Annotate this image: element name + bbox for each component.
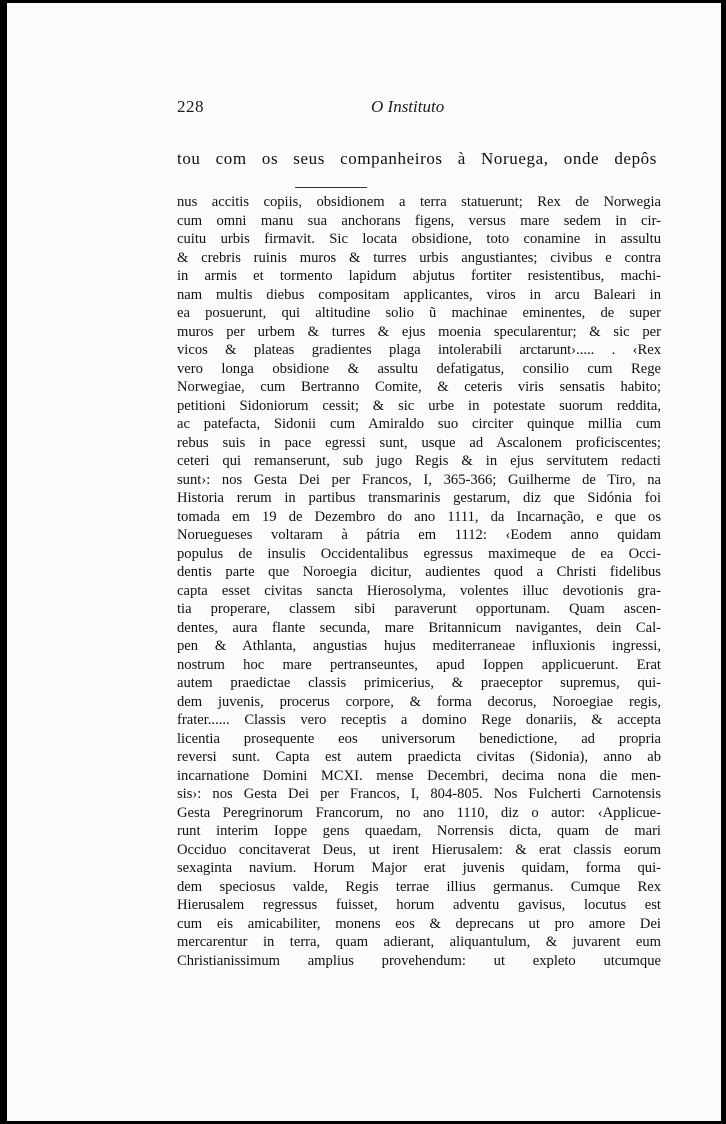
page-header (177, 97, 657, 121)
footnote-line: & crebris ruinis muros & turres urbis angustiantes; civibus e contra (177, 249, 661, 266)
footnote-line: tomada em 19 de Dezembro do ano 1111, da Incarnação, e que os (177, 508, 661, 525)
footnote (177, 193, 661, 970)
footnote-line: Norwegiae, cum Bertranno Comite, & ceteris viris sensatis habito; (177, 379, 661, 395)
footnote-line: ceteri qui remanserunt, sub jugo Regis & in ejus servitutem redacti (177, 453, 661, 469)
footnote-line: cum omni manu sua anchorans figens, versus mare sedem in cir- (177, 212, 661, 229)
footnote-separator (295, 187, 367, 188)
footnote-line: mercarentur in terra, quam adierant, aliquantulum, & juvarent eum (177, 934, 661, 950)
footnote-line: licentia prosequente eos universorum benedictione, ad propria (177, 730, 661, 747)
page-number: 228 (177, 97, 204, 116)
footnote-line: nus accitis copiis, obsidionem a terra statuerunt; Rex de Norwegia (177, 194, 661, 210)
footnote-line: Christianissimum amplius provehendum: ut expleto utcumque (177, 952, 661, 969)
running-title: O Instituto (371, 97, 445, 116)
footnote-line: capta esset civitas sancta Hierosolyma, volentes illuc devotionis gra- (177, 582, 661, 599)
footnote-line: dem speciosus valde, Regis terrae illius germanus. Cumque Rex (177, 878, 661, 895)
footnote-line: Occiduo concitaverat Deus, ut irent Hierusalem: & erat classis eorum (177, 841, 661, 858)
footnote-line: vicos & plateas gradientes plaga intolerabili arctarunt›..... . ‹Rex (177, 342, 661, 358)
footnote-line: pen & Athlanta, angustias hujus mediterraneae influxionis ingressi, (177, 638, 661, 654)
footnote-line: ac patefacta, Sidonii cum Amiraldo suo circiter quinque millia cum (177, 416, 661, 432)
footnote-line: Gesta Peregrinorum Francorum, no ano 1110, diz o autor: ‹Applicue- (177, 804, 661, 821)
footnote-line: populus de insulis Occidentalibus egressus maximeque de ea Occi- (177, 545, 661, 562)
footnote-line: cuitu urbis firmavit. Sic locata obsidione, toto conamine in assultu (177, 231, 661, 247)
footnote-line: vero longa obsidione & assultu defatigatus, consilio cum Rege (177, 360, 661, 377)
footnote-line: dentes, aura flante secunda, mare Britannicum navigantes, dein Cal- (177, 619, 661, 636)
footnote-line: sunt›: nos Gesta Dei per Francos, I, 365-366; Guilherme de Tiro, na (177, 471, 661, 488)
footnote-line: sexaginta navium. Horum Major erat juvenis quidam, forma qui- (177, 860, 661, 876)
footnote-line: runt interim Ioppe gens quaedam, Norrensis dicta, quam de mari (177, 823, 661, 839)
footnote-line: nam multis diebus compositam applicantes, viros in arcu Baleari in (177, 286, 661, 303)
footnote-line: rebus suis in pace egressi sunt, usque ad Ascalonem proficiscentes; (177, 434, 661, 451)
footnote-line: dentis parte que Noroegia dicitur, audientes quod a Christi fidelibus (177, 564, 661, 580)
footnote-line: Noruegueses voltaram à pátria em 1112: ‹Eodem anno quidam (177, 527, 661, 543)
footnote-line: incarnatione Domini MCXI. mense Decembri, decima nona die men- (177, 767, 661, 784)
footnote-line: nostrum hoc mare pertranseuntes, apud Ioppen applicuerunt. Erat (177, 656, 661, 673)
footnote-line: petitioni Sidoniorum cessit; & sic urbe in potestate suorum reddita, (177, 397, 661, 414)
footnote-line: sis›: nos Gesta Dei per Francos, I, 804-805. Nos Fulcherti Carnotensis (177, 786, 661, 802)
footnote-line: Historia rerum in partibus transmarinis gestarum, diz que Sidónia foi (177, 490, 661, 506)
footnote-line: tia properare, classem sibi paraverunt opportunam. Quam ascen- (177, 601, 661, 617)
footnote-line: muros per urbem & turres & ejus moenia specularentur; & sic per (177, 323, 661, 340)
footnote-line: dem juvenis, procerus corpore, & forma decorus, Noroegiae regis, (177, 693, 661, 710)
footnote-line: frater...... Classis vero receptis a domino Rege donariis, & accepta (177, 712, 661, 728)
footnote-line: Hierusalem regressus fuisset, horum adventu gavisus, locutus est (177, 897, 661, 913)
footnote-line: in armis et tormento lapidum abjutus fortiter resistentibus, machi- (177, 268, 661, 284)
footnote-line: autem praedictae classis primicerius, & praeceptor supremus, qui- (177, 675, 661, 691)
footnote-line: cum eis amicabiliter, monens eos & deprecans ut pro amore Dei (177, 915, 661, 932)
footnote-line: ea posuerunt, qui altitudine solio ũ machinae eminentes, de super (177, 305, 661, 321)
body-text-line: tou com os seus companheiros à Noruega, onde depôs (177, 149, 657, 168)
footnote-line: reversi sunt. Capta est autem praedicta civitas (Sidonia), anno ab (177, 749, 661, 765)
